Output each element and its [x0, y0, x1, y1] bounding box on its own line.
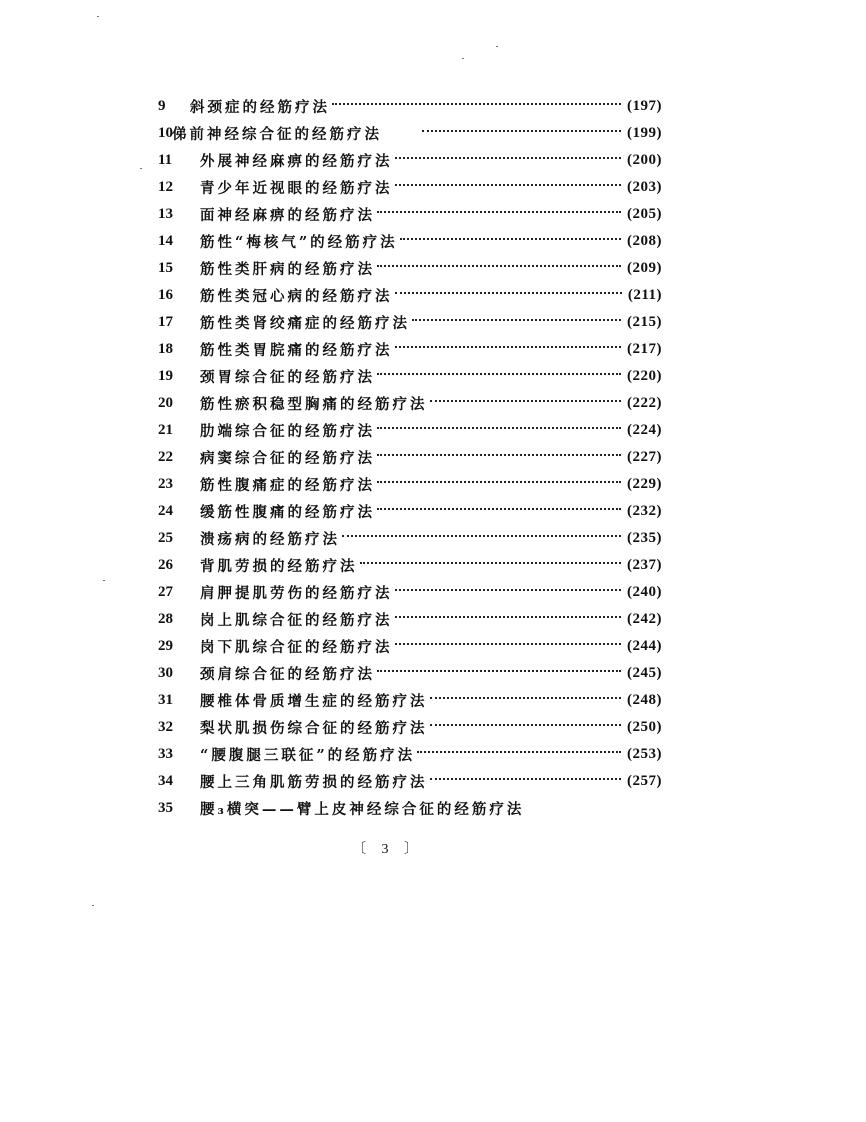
- toc-entry: [158, 768, 662, 795]
- dot-leader: [430, 697, 622, 699]
- entry-number: 33: [158, 746, 173, 762]
- toc-entry: [158, 336, 662, 363]
- entry-title: 肩胛提肌劳伤的经筋疗法: [200, 585, 393, 602]
- dot-leader: [377, 481, 621, 483]
- entry-number: 25: [158, 530, 173, 546]
- entry-number: 18: [158, 341, 173, 357]
- entry-page: (253): [627, 746, 662, 762]
- entry-title: 筋性类肝病的经筋疗法: [200, 261, 375, 278]
- toc-entry: [158, 147, 662, 174]
- toc-entry: [158, 687, 662, 714]
- entry-page: (227): [627, 449, 662, 465]
- toc-entry: [158, 282, 662, 309]
- entry-page: (250): [627, 719, 662, 735]
- dot-leader: [395, 346, 622, 348]
- entry-page: (235): [627, 530, 662, 546]
- entry-number: 20: [158, 395, 173, 411]
- entry-title: 溃疡病的经筋疗法: [200, 531, 340, 548]
- entry-title: 斜颈症的经筋疗法: [190, 99, 330, 116]
- dot-leader: [395, 643, 622, 645]
- entry-title: 筋性腹痛症的经筋疗法: [200, 477, 375, 494]
- entry-title: 梨状肌损伤综合征的经筋疗法: [200, 720, 428, 737]
- dot-leader: [395, 157, 622, 159]
- entry-page: (237): [627, 557, 662, 573]
- dot-leader: [377, 508, 621, 510]
- dot-leader: [400, 238, 621, 240]
- entry-title: 病窦综合征的经筋疗法: [200, 450, 375, 467]
- entry-number: 24: [158, 503, 173, 519]
- toc-entry: [158, 417, 662, 444]
- toc-entry: [158, 174, 662, 201]
- dot-leader: [422, 130, 621, 132]
- entry-number: 34: [158, 773, 173, 789]
- entry-title: 面神经麻痹的经筋疗法: [200, 207, 375, 224]
- dot-leader: [430, 724, 622, 726]
- toc-entry: [158, 228, 662, 255]
- entry-number: 28: [158, 611, 173, 627]
- toc-entry: [158, 120, 662, 147]
- entry-title: 筋性类肾绞痛症的经筋疗法: [200, 315, 410, 332]
- entry-number: 10: [158, 125, 173, 141]
- scan-speck: [92, 905, 94, 906]
- toc-entry: [158, 633, 662, 660]
- scan-speck: [103, 580, 105, 581]
- dot-leader: [430, 778, 622, 780]
- dot-leader: [360, 562, 622, 564]
- entry-page: (211): [627, 287, 662, 303]
- entry-title: 腰₃横突——臂上皮神经综合征的经筋疗法: [200, 801, 525, 818]
- dot-leader: [377, 427, 621, 429]
- toc-entry: [158, 390, 662, 417]
- entry-title: 腰上三角肌筋劳损的经筋疗法: [200, 774, 428, 791]
- entry-title: 筋性类胃脘痛的经筋疗法: [200, 342, 393, 359]
- toc-entry: [158, 606, 662, 633]
- entry-title: 筋性瘀积稳型胸痛的经筋疗法: [200, 396, 428, 413]
- entry-number: 27: [158, 584, 173, 600]
- entry-page: (257): [627, 773, 662, 789]
- entry-number: 30: [158, 665, 173, 681]
- dot-leader: [395, 616, 622, 618]
- scan-speck: [462, 58, 464, 59]
- entry-number: 21: [158, 422, 173, 438]
- dot-leader: [430, 400, 622, 402]
- entry-number: 12: [158, 179, 173, 195]
- entry-page: (205): [627, 206, 662, 222]
- toc-entry: [158, 498, 662, 525]
- entry-number: 11: [158, 152, 173, 168]
- toc-entry: [158, 201, 662, 228]
- entry-number: 35: [158, 800, 173, 816]
- dot-leader: [395, 292, 622, 294]
- entry-page: (203): [627, 179, 662, 195]
- toc-entry: [158, 660, 662, 687]
- entry-title: 颈胃综合征的经筋疗法: [200, 369, 375, 386]
- dot-leader: [342, 535, 621, 537]
- entry-page: (200): [627, 152, 662, 168]
- entry-title: 青少年近视眼的经筋疗法: [200, 180, 393, 197]
- entry-page: (220): [627, 368, 662, 384]
- scan-speck: [97, 16, 99, 17]
- entry-page: (224): [627, 422, 662, 438]
- entry-page: (222): [627, 395, 662, 411]
- dot-leader: [377, 670, 621, 672]
- dot-leader: [377, 265, 621, 267]
- entry-page: (229): [627, 476, 662, 492]
- entry-number: 13: [158, 206, 173, 222]
- entry-page: (248): [627, 692, 662, 708]
- entry-title: 缓筋性腹痛的经筋疗法: [200, 504, 375, 521]
- toc-entry: [158, 93, 662, 120]
- entry-number: 9: [158, 98, 166, 114]
- toc-entry: [158, 363, 662, 390]
- dot-leader: [377, 454, 621, 456]
- toc-entry: [158, 714, 662, 741]
- entry-page: (215): [627, 314, 662, 330]
- toc-entry: [158, 471, 662, 498]
- entry-page: (208): [627, 233, 662, 249]
- entry-page: (240): [627, 584, 662, 600]
- entry-number: 14: [158, 233, 173, 249]
- entry-page: (197): [627, 98, 662, 114]
- entry-page: (209): [627, 260, 662, 276]
- scan-speck: [140, 168, 142, 169]
- entry-number: 26: [158, 557, 173, 573]
- entry-number: 29: [158, 638, 173, 654]
- entry-page: (244): [627, 638, 662, 654]
- entry-page: (245): [627, 665, 662, 681]
- entry-title: 筋性“梅核气”的经筋疗法: [200, 234, 398, 251]
- entry-page: (217): [627, 341, 662, 357]
- entry-number: 17: [158, 314, 173, 330]
- toc-entry: [158, 525, 662, 552]
- toc-entry: [158, 309, 662, 336]
- entry-title: 岗上肌综合征的经筋疗法: [200, 612, 393, 629]
- entry-number: 32: [158, 719, 173, 735]
- entry-page: (199): [627, 125, 662, 141]
- entry-number: 31: [158, 692, 173, 708]
- dot-leader: [377, 211, 621, 213]
- dot-leader: [395, 184, 622, 186]
- entry-number: 15: [158, 260, 173, 276]
- table-of-contents: [158, 93, 662, 822]
- toc-entry: [158, 741, 662, 768]
- page-number: 〔 3 〕: [352, 842, 424, 857]
- dot-leader: [395, 589, 622, 591]
- entry-title: 俤前神经综合征的经筋疗法: [172, 126, 382, 143]
- entry-title: 颈肩综合征的经筋疗法: [200, 666, 375, 683]
- entry-page: (232): [627, 503, 662, 519]
- toc-entry: [158, 795, 662, 822]
- dot-leader: [417, 751, 621, 753]
- entry-title: “腰腹腿三联征”的经筋疗法: [200, 747, 416, 764]
- entry-title: 外展神经麻痹的经筋疗法: [200, 153, 393, 170]
- toc-entry: [158, 552, 662, 579]
- entry-title: 腰椎体骨质增生症的经筋疗法: [200, 693, 428, 710]
- dot-leader: [377, 373, 621, 375]
- entry-title: 背肌劳损的经筋疗法: [200, 558, 358, 575]
- entry-title: 筋性类冠心病的经筋疗法: [200, 288, 393, 305]
- entry-number: 16: [158, 287, 173, 303]
- dot-leader: [332, 103, 621, 105]
- entry-number: 22: [158, 449, 173, 465]
- entry-title: 岗下肌综合征的经筋疗法: [200, 639, 393, 656]
- dot-leader: [412, 319, 621, 321]
- entry-page: (242): [627, 611, 662, 627]
- toc-entry: [158, 444, 662, 471]
- scan-speck: [496, 46, 498, 47]
- toc-entry: [158, 255, 662, 282]
- toc-entry: [158, 579, 662, 606]
- entry-number: 23: [158, 476, 173, 492]
- entry-number: 19: [158, 368, 173, 384]
- entry-title: 肋端综合征的经筋疗法: [200, 423, 375, 440]
